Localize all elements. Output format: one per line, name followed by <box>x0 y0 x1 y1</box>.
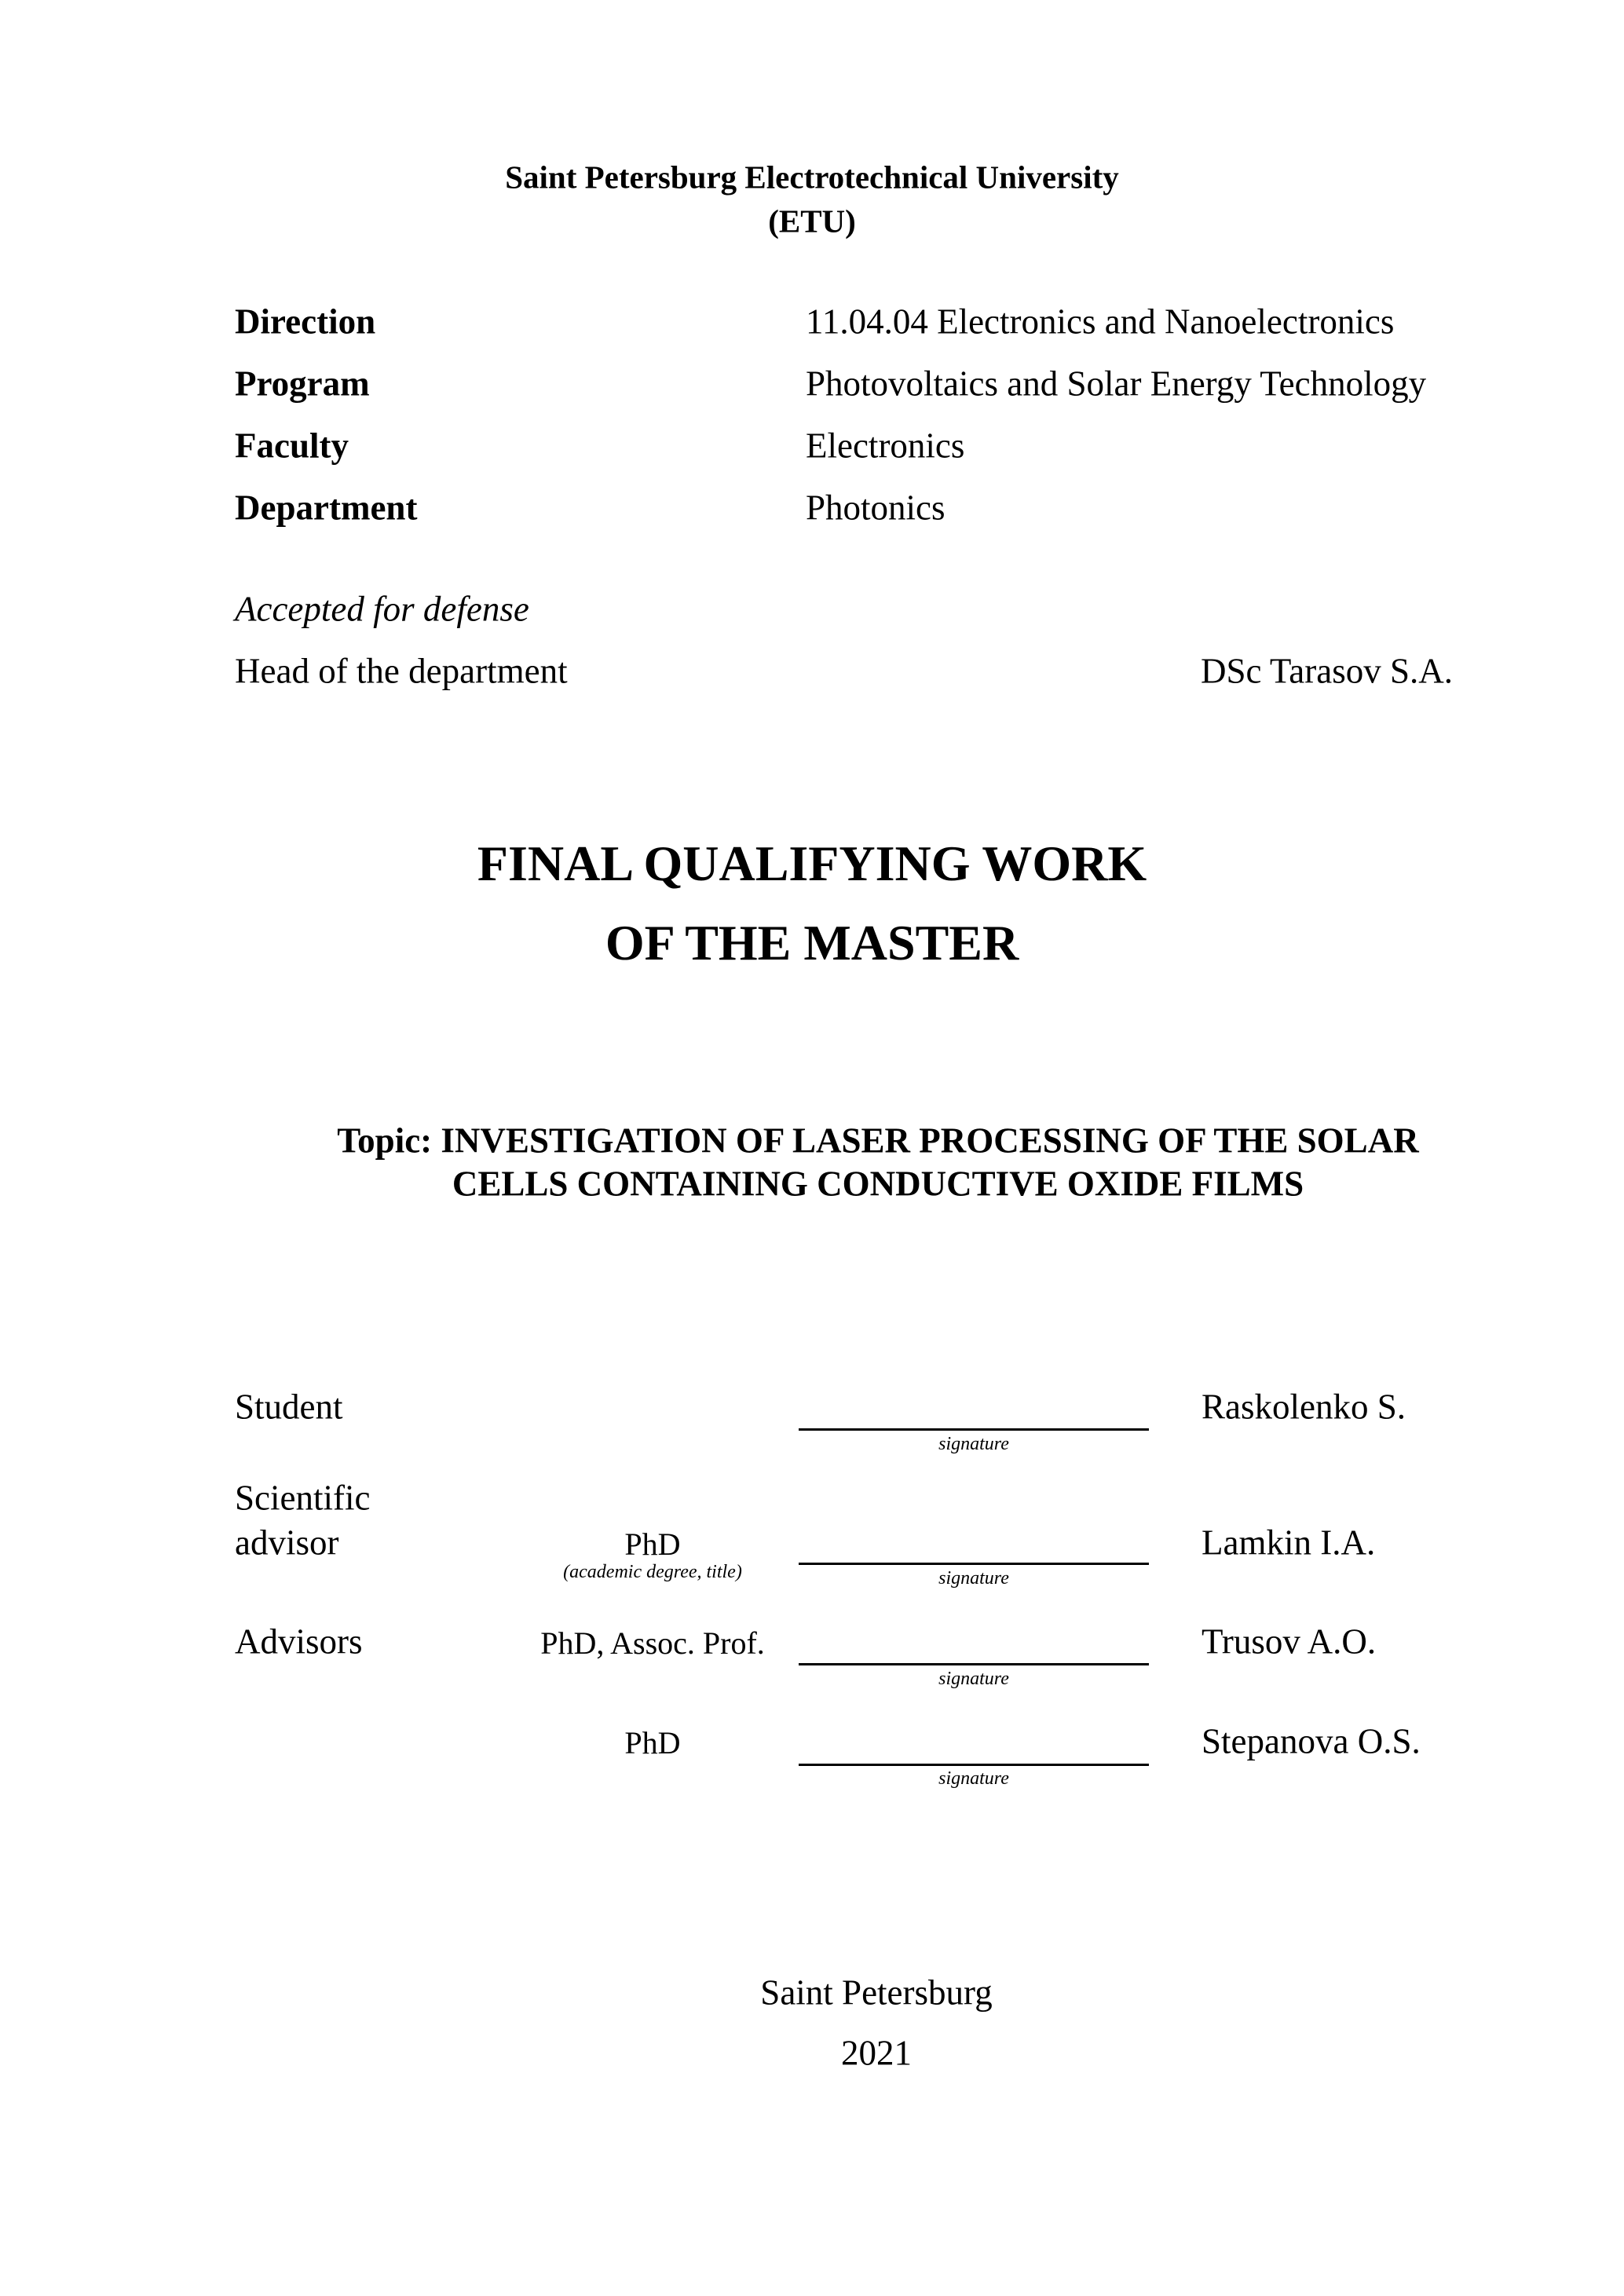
direction-label: Direction <box>235 302 376 342</box>
city: Saint Petersburg <box>760 1972 993 2013</box>
advisors-degree: PhD, Assoc. Prof. <box>540 1625 765 1661</box>
topic-line1: Topic: INVESTIGATION OF LASER PROCESSING OF THE SOLAR <box>337 1121 1419 1161</box>
accepted-for-defense: Accepted for defense <box>235 589 529 629</box>
university-name: Saint Petersburg Electrotechnical University <box>505 159 1119 196</box>
advisor-role-line2: advisor <box>235 1523 339 1563</box>
signature-label: signature <box>938 1568 1009 1589</box>
work-title-line2: OF THE MASTER <box>605 915 1019 971</box>
signature-label: signature <box>938 1768 1009 1789</box>
signature-label: signature <box>938 1434 1009 1454</box>
signature-line <box>799 1428 1149 1431</box>
signature-line <box>799 1563 1149 1565</box>
program-label: Program <box>235 364 370 404</box>
faculty-value: Electronics <box>806 426 965 466</box>
direction-value: 11.04.04 Electronics and Nanoelectronics <box>806 302 1395 342</box>
department-value: Photonics <box>806 488 946 528</box>
program-value: Photovoltaics and Solar Energy Technology <box>806 364 1427 404</box>
degree-hint: (academic degree, title) <box>563 1562 742 1582</box>
signature-line <box>799 1764 1149 1766</box>
advisor2-name: Stepanova O.S. <box>1202 1721 1421 1761</box>
department-label: Department <box>235 488 418 528</box>
head-role: Head of the department <box>235 651 568 691</box>
topic-line2: CELLS CONTAINING CONDUCTIVE OXIDE FILMS <box>452 1164 1304 1204</box>
signature-line <box>799 1663 1149 1665</box>
faculty-label: Faculty <box>235 426 349 466</box>
work-title-line1: FINAL QUALIFYING WORK <box>477 835 1147 891</box>
signature-label: signature <box>938 1669 1009 1689</box>
university-abbr: (ETU) <box>768 203 856 239</box>
advisor-degree: PhD <box>624 1526 681 1562</box>
student-role: Student <box>235 1387 343 1427</box>
year: 2021 <box>841 2033 912 2073</box>
student-name: Raskolenko S. <box>1202 1387 1406 1427</box>
advisor2-degree: PhD <box>624 1725 681 1760</box>
head-name: DSc Tarasov S.A. <box>1201 651 1453 691</box>
advisor-name: Lamkin I.A. <box>1202 1523 1376 1563</box>
advisors-role: Advisors <box>235 1621 363 1662</box>
advisor-role-line1: Scientific <box>235 1478 371 1518</box>
advisors-name: Trusov A.O. <box>1202 1621 1377 1662</box>
